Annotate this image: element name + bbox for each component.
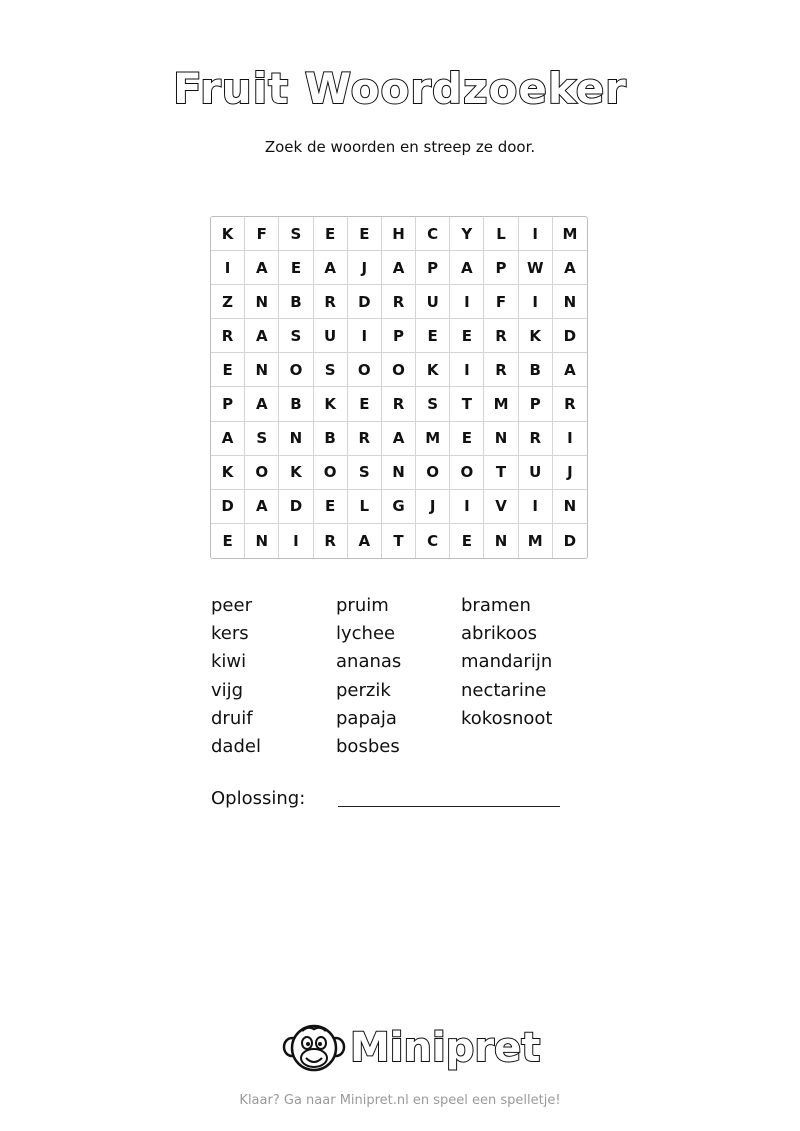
- grid-cell: A: [382, 422, 416, 456]
- word-list: [211, 592, 586, 761]
- grid-cell: E: [416, 319, 450, 353]
- grid-cell: D: [348, 285, 382, 319]
- grid-cell: U: [416, 285, 450, 319]
- letter-grid: [210, 216, 588, 559]
- word-item: papaja: [336, 707, 397, 729]
- grid-cell: U: [314, 319, 348, 353]
- minipret-logo: [282, 1018, 540, 1078]
- grid-cell: E: [348, 387, 382, 421]
- grid-cell: U: [519, 456, 553, 490]
- word-item: perzik: [336, 679, 391, 701]
- grid-cell: N: [245, 524, 279, 558]
- grid-cell: R: [519, 422, 553, 456]
- grid-cell: I: [519, 490, 553, 524]
- grid-cell: D: [279, 490, 313, 524]
- grid-cell: P: [484, 251, 518, 285]
- grid-cell: P: [211, 387, 245, 421]
- word-item: ananas: [336, 651, 402, 673]
- grid-cell: N: [245, 353, 279, 387]
- grid-cell: E: [279, 251, 313, 285]
- grid-cell: S: [245, 422, 279, 456]
- word-item: kiwi: [211, 651, 247, 673]
- grid-cell: R: [211, 319, 245, 353]
- word-item: kokosnoot: [461, 707, 553, 729]
- grid-cell: N: [553, 285, 587, 319]
- grid-cell: S: [348, 456, 382, 490]
- grid-cell: B: [314, 422, 348, 456]
- word-item: mandarijn: [461, 651, 553, 673]
- grid-cell: I: [279, 524, 313, 558]
- grid-cell: O: [314, 456, 348, 490]
- grid-cell: R: [484, 319, 518, 353]
- grid-cell: A: [553, 353, 587, 387]
- grid-cell: A: [245, 319, 279, 353]
- page-title: Fruit Woordzoeker: [173, 64, 627, 113]
- grid-cell: K: [314, 387, 348, 421]
- grid-cell: L: [484, 217, 518, 251]
- grid-cell: R: [382, 387, 416, 421]
- grid-cell: A: [245, 251, 279, 285]
- grid-cell: O: [279, 353, 313, 387]
- grid-cell: A: [314, 251, 348, 285]
- instructions: Zoek de woorden en streep ze door.: [264, 138, 536, 156]
- grid-cell: O: [416, 456, 450, 490]
- grid-cell: N: [279, 422, 313, 456]
- grid-cell: R: [553, 387, 587, 421]
- grid-cell: J: [348, 251, 382, 285]
- grid-cell: E: [348, 217, 382, 251]
- grid-cell: E: [450, 422, 484, 456]
- word-item: abrikoos: [461, 623, 538, 645]
- grid-cell: P: [382, 319, 416, 353]
- grid-cell: F: [484, 285, 518, 319]
- grid-cell: M: [553, 217, 587, 251]
- grid-cell: O: [348, 353, 382, 387]
- grid-cell: M: [416, 422, 450, 456]
- grid-cell: D: [563, 531, 577, 550]
- grid-cell: N: [382, 456, 416, 490]
- word-column: [211, 592, 336, 761]
- grid-cell: A: [553, 251, 587, 285]
- grid-cell: I: [450, 490, 484, 524]
- grid-cell: J: [416, 490, 450, 524]
- grid-cell: D: [211, 490, 245, 524]
- word-item: lychee: [336, 623, 396, 645]
- grid-cell: R: [382, 285, 416, 319]
- grid-cell: I: [519, 217, 553, 251]
- grid-cell: B: [519, 353, 553, 387]
- grid-cell: F: [245, 217, 279, 251]
- grid-cell: S: [279, 319, 313, 353]
- grid-cell: A: [245, 387, 279, 421]
- grid-cell: E: [211, 524, 245, 558]
- grid-cell: G: [382, 490, 416, 524]
- word-column: [336, 592, 461, 761]
- grid-cell: R: [314, 285, 348, 319]
- grid-cell: N: [484, 422, 518, 456]
- grid-cell: L: [348, 490, 382, 524]
- word-item: bramen: [461, 595, 531, 616]
- grid-cell: E: [314, 217, 348, 251]
- grid-cell: I: [450, 353, 484, 387]
- grid-cell: M: [484, 387, 518, 421]
- grid-cell: T: [450, 387, 484, 421]
- solution-line: [338, 806, 560, 807]
- grid-cell: V: [484, 490, 518, 524]
- grid-cell: S: [314, 353, 348, 387]
- grid-cell: T: [382, 524, 416, 558]
- grid-cell: A: [348, 524, 382, 558]
- word-item: dadel: [211, 735, 261, 757]
- word-item: kers: [211, 623, 249, 645]
- logo-text: Minipret: [350, 1025, 541, 1071]
- grid-cell: O: [450, 456, 484, 490]
- word-item: bosbes: [336, 735, 400, 757]
- word-item: vijg: [211, 679, 244, 701]
- grid-cell: R: [348, 422, 382, 456]
- grid-cell: R: [484, 353, 518, 387]
- grid-cell: A: [450, 251, 484, 285]
- grid-cell: I: [348, 319, 382, 353]
- grid-cell: N: [553, 490, 587, 524]
- grid-cell: E: [450, 524, 484, 558]
- grid-cell: O: [382, 353, 416, 387]
- word-item: pruim: [336, 595, 389, 616]
- grid-cell: T: [484, 456, 518, 490]
- grid-cell: S: [416, 387, 450, 421]
- grid-cell: A: [382, 251, 416, 285]
- grid-cell: N: [245, 285, 279, 319]
- grid-cell: C: [416, 524, 450, 558]
- grid-cell: K: [279, 456, 313, 490]
- grid-cell: P: [416, 251, 450, 285]
- word-column: [461, 592, 586, 761]
- grid-cell: M: [519, 524, 553, 558]
- grid-cell: D: [553, 319, 587, 353]
- grid-cell: Z: [211, 285, 245, 319]
- grid-cell: K: [211, 217, 245, 251]
- grid-cell: K: [211, 456, 245, 490]
- grid-cell: S: [279, 217, 313, 251]
- grid-cell: A: [245, 490, 279, 524]
- grid-cell: B: [279, 285, 313, 319]
- word-item: nectarine: [461, 679, 547, 701]
- grid-cell: K: [416, 353, 450, 387]
- monkey-face-icon: [282, 1021, 346, 1075]
- grid-cell: E: [450, 319, 484, 353]
- footer-text: Klaar? Ga naar Minipret.nl en speel een spelletje!: [239, 1093, 561, 1108]
- grid-cell: B: [279, 387, 313, 421]
- grid-cell: C: [416, 217, 450, 251]
- grid-cell: W: [519, 251, 553, 285]
- grid-cell: E: [314, 490, 348, 524]
- word-item: druif: [211, 707, 253, 729]
- grid-cell: O: [245, 456, 279, 490]
- grid-cell: I: [553, 422, 587, 456]
- grid-cell: I: [450, 285, 484, 319]
- word-item: peer: [211, 595, 252, 616]
- grid-cell: H: [382, 217, 416, 251]
- grid-cell: K: [519, 319, 553, 353]
- grid-cell: P: [519, 387, 553, 421]
- grid-cell: I: [211, 251, 245, 285]
- grid-cell: E: [211, 353, 245, 387]
- solution-label: Oplossing:: [211, 788, 306, 809]
- grid-cell: Y: [450, 217, 484, 251]
- grid-cell: A: [211, 422, 245, 456]
- grid-cell: J: [553, 456, 587, 490]
- grid-cell: N: [484, 524, 518, 558]
- grid-cell: R: [314, 524, 348, 558]
- grid-cell: I: [519, 285, 553, 319]
